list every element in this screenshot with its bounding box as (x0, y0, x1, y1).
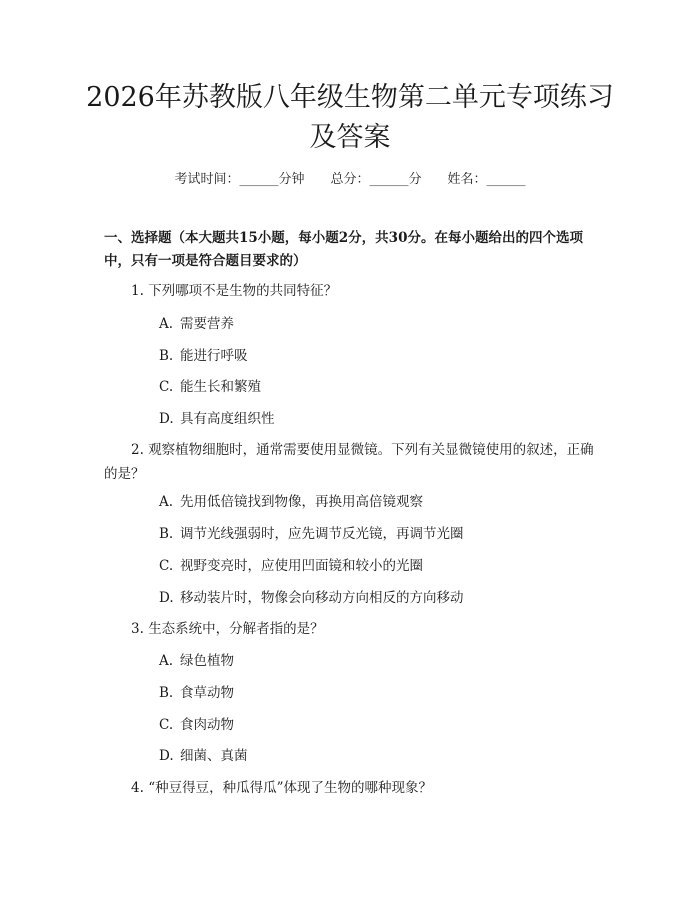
option-letter: A. (159, 494, 174, 510)
option-letter: C. (159, 558, 174, 574)
question-text: 生态系统中，分解者指的是？ (148, 621, 324, 637)
option-letter: C. (159, 717, 174, 733)
option-text: 具有高度组织性 (180, 411, 275, 427)
question-text: 下列哪项不是生物的共同特征？ (148, 283, 338, 299)
total-score-field: 总分：______分 (330, 172, 422, 187)
question-1-option-c (159, 377, 599, 397)
question-1-option-d (159, 409, 599, 429)
question-3-option-b (159, 683, 599, 703)
question-3-option-c (159, 715, 599, 735)
option-text: 绿色植物 (180, 653, 234, 669)
question-number: 1. (131, 283, 144, 299)
option-text: 先用低倍镜找到物像，再换用高倍镜观察 (180, 494, 423, 510)
question-number: 2. (131, 442, 144, 458)
question-2 (104, 438, 600, 486)
question-text: “种豆得豆，种瓜得瓜”体现了生物的哪种现象？ (148, 780, 432, 796)
question-2-option-a (159, 492, 599, 512)
option-text: 食草动物 (180, 685, 234, 701)
option-text: 细菌、真菌 (180, 748, 248, 764)
option-text: 调节光线强弱时，应先调节反光镜，再调节光圈 (180, 526, 464, 542)
question-2-option-c (159, 556, 599, 576)
option-letter: D. (159, 748, 174, 764)
option-letter: D. (159, 590, 174, 606)
option-text: 食肉动物 (180, 717, 234, 733)
option-letter: B. (159, 526, 174, 542)
option-letter: B. (159, 685, 174, 701)
option-text: 能进行呼吸 (180, 348, 248, 364)
option-letter: B. (159, 348, 174, 364)
question-1-option-b (159, 346, 599, 366)
question-text: 观察植物细胞时，通常需要使用显微镜。下列有关显微镜使用的叙述，正确的是？ (104, 442, 594, 482)
question-3-option-a (159, 651, 599, 671)
document-title: 2026年苏教版八年级生物第二单元专项练习及答案 (86, 82, 614, 153)
question-number: 3. (131, 621, 144, 637)
option-text: 移动装片时，物像会向移动方向相反的方向移动 (180, 590, 464, 606)
option-letter: A. (159, 316, 174, 332)
option-letter: D. (159, 411, 174, 427)
question-4 (131, 776, 601, 800)
option-text: 需要营养 (180, 316, 234, 332)
question-3-option-d (159, 746, 599, 766)
exam-meta-line (0, 168, 700, 187)
question-3 (131, 617, 601, 641)
question-2-option-b (159, 524, 599, 544)
student-name-field: 姓名：______ (447, 172, 526, 187)
option-text: 能生长和繁殖 (180, 379, 261, 395)
question-1 (131, 279, 601, 303)
option-letter: C. (159, 379, 174, 395)
section-heading: 一、选择题（本大题共15小题，每小题2分，共30分。在每小题给出的四个选项中，只有一项是符合题目要求的） (104, 230, 583, 269)
question-number: 4. (131, 780, 144, 796)
option-text: 视野变亮时，应使用凹面镜和较小的光圈 (180, 558, 423, 574)
exam-time-field: 考试时间：______分钟 (174, 172, 305, 187)
question-2-option-d (159, 588, 599, 608)
option-letter: A. (159, 653, 174, 669)
question-1-option-a (159, 314, 599, 334)
